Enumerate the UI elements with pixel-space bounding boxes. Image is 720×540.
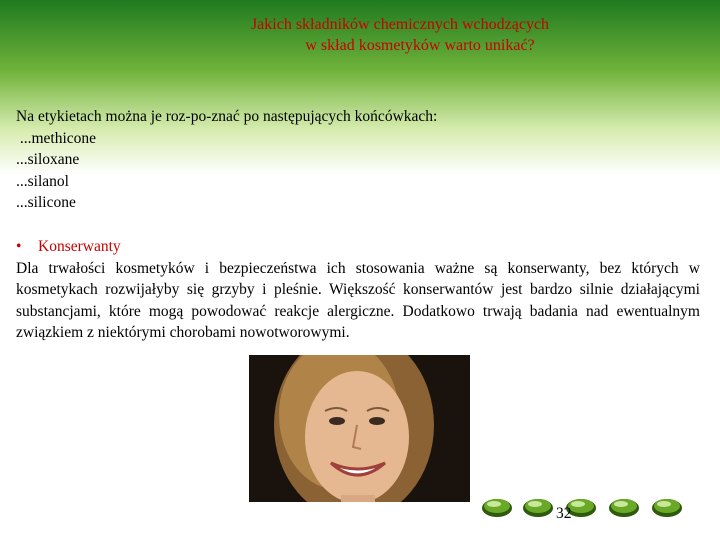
section-paragraph: Dla trwałości kosmetyków i bezpieczeństwa ich stosowania ważne są konserwanty, bez których w kosmetykach rozwijałyby się grzyby i pleśnie. Większość konserwantów jest bardzo silnie działającymi substancjami, które mogą powodować reakcje alergiczne. Dodatkowo trwają badania nad ewentualnym związkiem z niektórymi chorobami nowotworowymi. (16, 259, 700, 341)
bullet-icon: • (16, 238, 22, 255)
ending-item: ...silicone (16, 194, 76, 211)
portrait-photo (249, 355, 470, 502)
nav-previous-button[interactable] (522, 498, 554, 518)
preservatives-section (16, 236, 700, 344)
intro-block (16, 106, 706, 214)
ending-item: ...silanol (16, 172, 69, 190)
section-heading-text: Konserwanty (38, 238, 121, 255)
portrait-illustration (249, 355, 470, 502)
slide-title (0, 14, 720, 56)
nav-last-button[interactable] (651, 498, 683, 518)
slide-title-line-2: w skład kosmetyków warto unikać? (305, 37, 535, 54)
ending-item: ...methicone (16, 129, 97, 147)
intro-lead: Na etykietach można je roz-po-znać po następujących końcówkach: (16, 108, 438, 125)
nav-first-button[interactable] (481, 498, 513, 518)
section-heading (16, 236, 700, 258)
nav-next-button[interactable] (608, 498, 640, 518)
ending-item: ...siloxane (16, 151, 80, 168)
page-number: 32 (556, 505, 572, 522)
slide-title-line-1: Jakich składników chemicznych wchodzących (250, 16, 550, 33)
